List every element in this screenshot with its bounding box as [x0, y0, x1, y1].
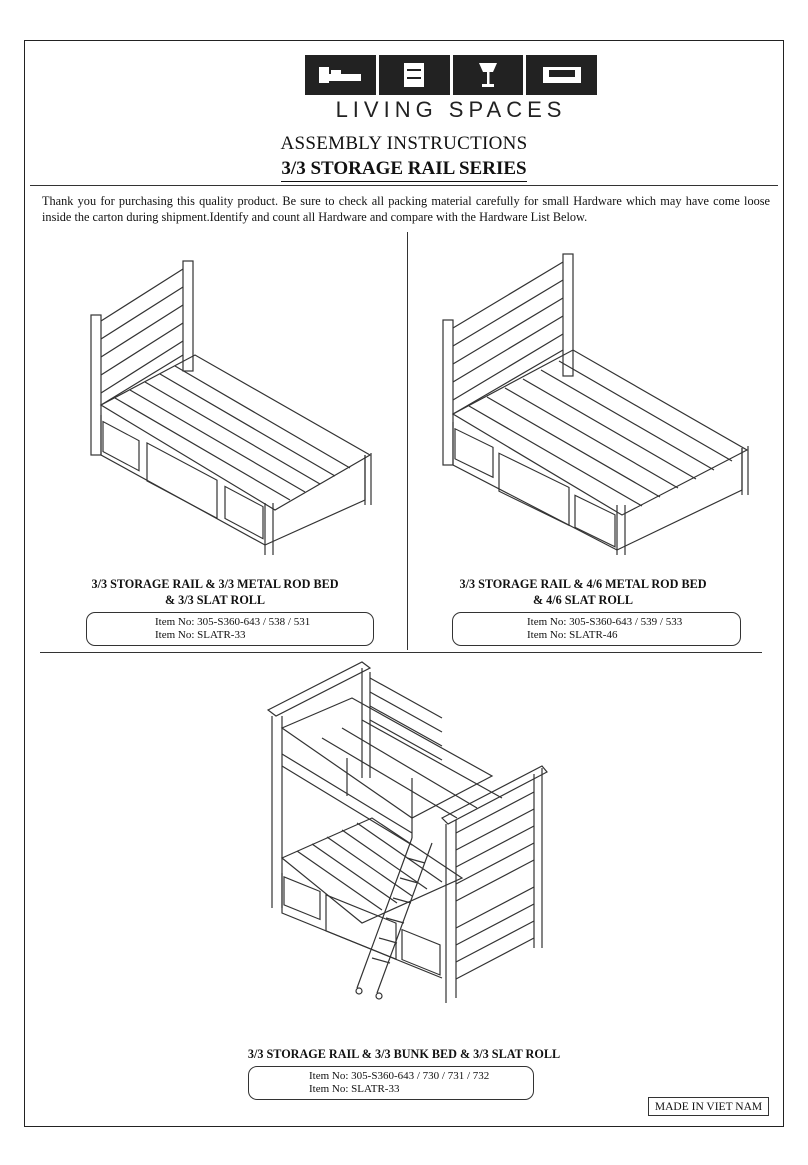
- caption-line: & 4/6 SLAT ROLL: [532, 593, 634, 607]
- storage-bed-46-illustration: [437, 250, 752, 560]
- brand-name: LIVING SPACES: [335, 97, 567, 122]
- column-divider: [407, 232, 408, 650]
- item-number-box-3: [248, 1066, 534, 1100]
- caption-line: 3/3 STORAGE RAIL & 4/6 METAL ROD BED: [459, 577, 707, 591]
- living-spaces-logo: [305, 55, 597, 125]
- page-title: ASSEMBLY INSTRUCTIONS: [280, 133, 528, 154]
- product-caption-2: [428, 576, 738, 608]
- made-in-label: MADE IN VIET NAM: [648, 1097, 769, 1116]
- series-title-text: 3/3 STORAGE RAIL SERIES: [281, 158, 526, 182]
- caption-line: & 3/3 SLAT ROLL: [164, 593, 266, 607]
- item-number: Item No: 305-S360-643 / 538 / 531: [155, 616, 311, 628]
- product-caption-1: [60, 576, 370, 608]
- sofa-icon: [526, 55, 597, 95]
- product-caption-3: [140, 1046, 668, 1062]
- item-number: Item No: SLATR-33: [155, 629, 246, 641]
- dresser-icon: [379, 55, 450, 95]
- bunk-bed-illustration: [262, 658, 552, 1038]
- bed-icon: [305, 55, 376, 95]
- item-number: Item No: 305-S360-643 / 730 / 731 / 732: [309, 1070, 490, 1082]
- item-number: Item No: 305-S360-643 / 539 / 533: [527, 616, 683, 628]
- item-number: Item No: SLATR-33: [309, 1083, 400, 1095]
- item-number-box-1: [86, 612, 374, 646]
- lamp-icon: [453, 55, 524, 95]
- caption-line: 3/3 STORAGE RAIL & 3/3 BUNK BED & 3/3 SLAT ROLL: [247, 1047, 561, 1061]
- intro-paragraph: Thank you for purchasing this quality product. Be sure to check all packing material carefully for small Hardware which may have come loose inside the carton during shipment.Identify and count all Hardware and compare with the Hardware List Below.: [42, 194, 770, 224]
- item-number-box-2: [452, 612, 741, 646]
- caption-line: 3/3 STORAGE RAIL & 3/3 METAL ROD BED: [91, 577, 339, 591]
- divider: [40, 652, 762, 653]
- series-title: [0, 158, 808, 180]
- divider: [30, 185, 778, 186]
- storage-bed-33-illustration: [85, 255, 380, 560]
- item-number: Item No: SLATR-46: [527, 629, 618, 641]
